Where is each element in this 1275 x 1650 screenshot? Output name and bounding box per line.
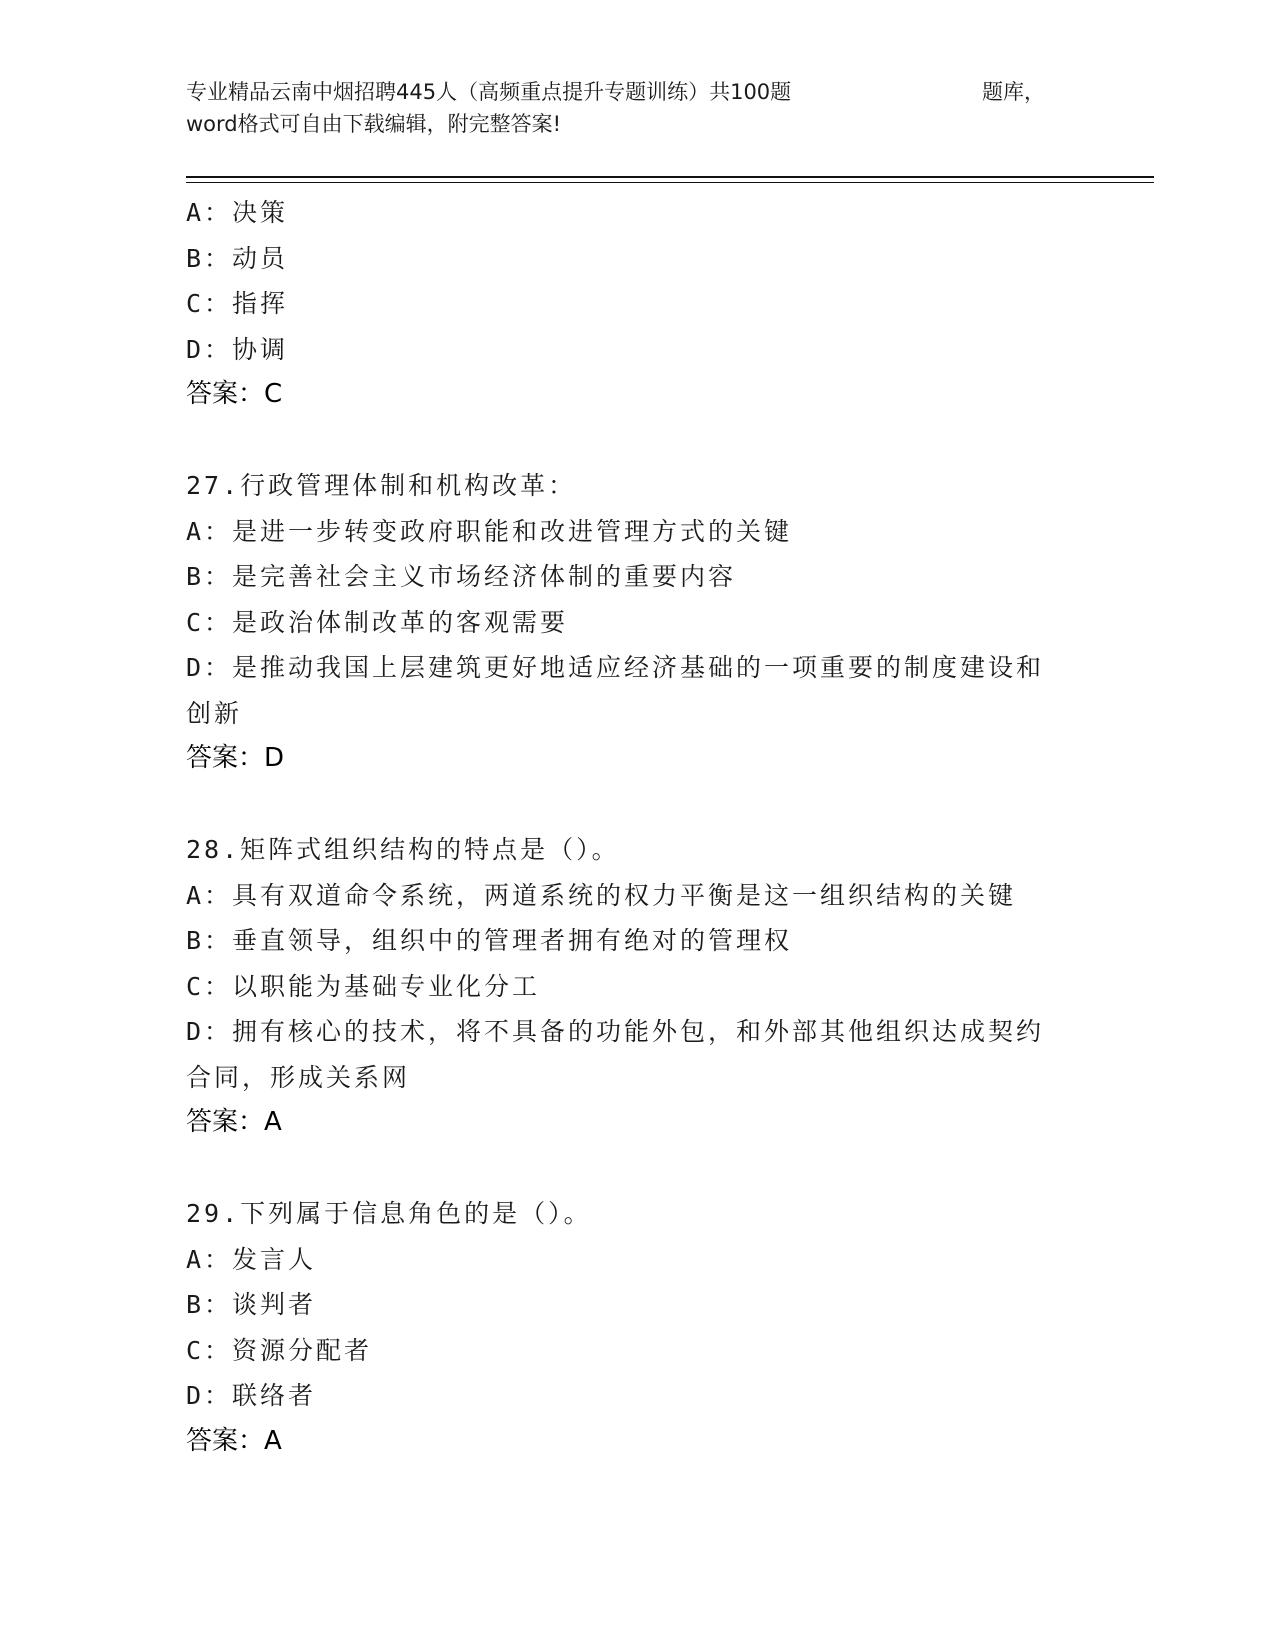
block-spacer	[186, 1146, 1086, 1192]
question-text-line: C：指挥	[186, 289, 289, 318]
question-text-line: 28.矩阵式组织结构的特点是（）。	[186, 835, 620, 864]
question-text-line: C：以职能为基础专业化分工	[186, 971, 541, 1001]
question-text-line: C：资源分配者	[186, 1335, 373, 1365]
question-text-line: C：是政治体制改革的客观需要	[186, 607, 569, 637]
question-text-line: 29.下列属于信息角色的是（）。	[186, 1199, 592, 1228]
question-block	[186, 827, 1086, 1146]
header-title: 专业精品云南中烟招聘445人（高频重点提升专题训练）共100题	[186, 80, 792, 104]
question-block	[186, 1191, 1086, 1464]
document-header	[186, 76, 1086, 140]
question-text-line: B：谈判者	[186, 1290, 317, 1319]
block-spacer	[186, 782, 1086, 828]
question-text-line: D：拥有核心的技术，将不具备的功能外包，和外部其他组织达成契约	[186, 1017, 1045, 1046]
question-text-line: A：是进一步转变政府职能和改进管理方式的关键	[186, 516, 793, 546]
answer-line: 答案：A	[186, 1425, 282, 1456]
question-text-line: B：动员	[186, 243, 289, 273]
question-text-line: 创新	[186, 698, 243, 728]
header-line-2: word格式可自由下载编辑，附完整答案!	[186, 112, 562, 136]
question-block	[186, 463, 1086, 782]
question-text-line: D：是推动我国上层建筑更好地适应经济基础的一项重要的制度建设和	[186, 653, 1045, 682]
header-line-1	[186, 76, 1086, 108]
question-text-line: A：决策	[186, 198, 289, 227]
question-text-line: 27.行政管理体制和机构改革：	[186, 471, 577, 500]
question-list	[186, 190, 1086, 1464]
question-text-line: B：是完善社会主义市场经济体制的重要内容	[186, 562, 737, 591]
answer-line: 答案：A	[186, 1107, 282, 1137]
question-text-line: D：协调	[186, 334, 289, 364]
answer-line: 答案：C	[186, 379, 283, 409]
question-text-line: A：具有双道命令系统，两道系统的权力平衡是这一组织结构的关键	[186, 880, 1017, 910]
question-text-line: B：垂直领导，组织中的管理者拥有绝对的管理权	[186, 926, 793, 955]
answer-line: 答案：D	[186, 743, 285, 773]
question-text-line: A：发言人	[186, 1244, 317, 1274]
question-text-line: D：联络者	[186, 1381, 317, 1410]
block-spacer	[186, 418, 1086, 464]
header-divider-thick	[186, 176, 1154, 178]
question-text-line: 合同，形成关系网	[186, 1062, 411, 1092]
header-title-suffix: 题库，	[982, 80, 1045, 104]
question-block	[186, 190, 1086, 418]
header-divider-thin	[186, 182, 1154, 183]
